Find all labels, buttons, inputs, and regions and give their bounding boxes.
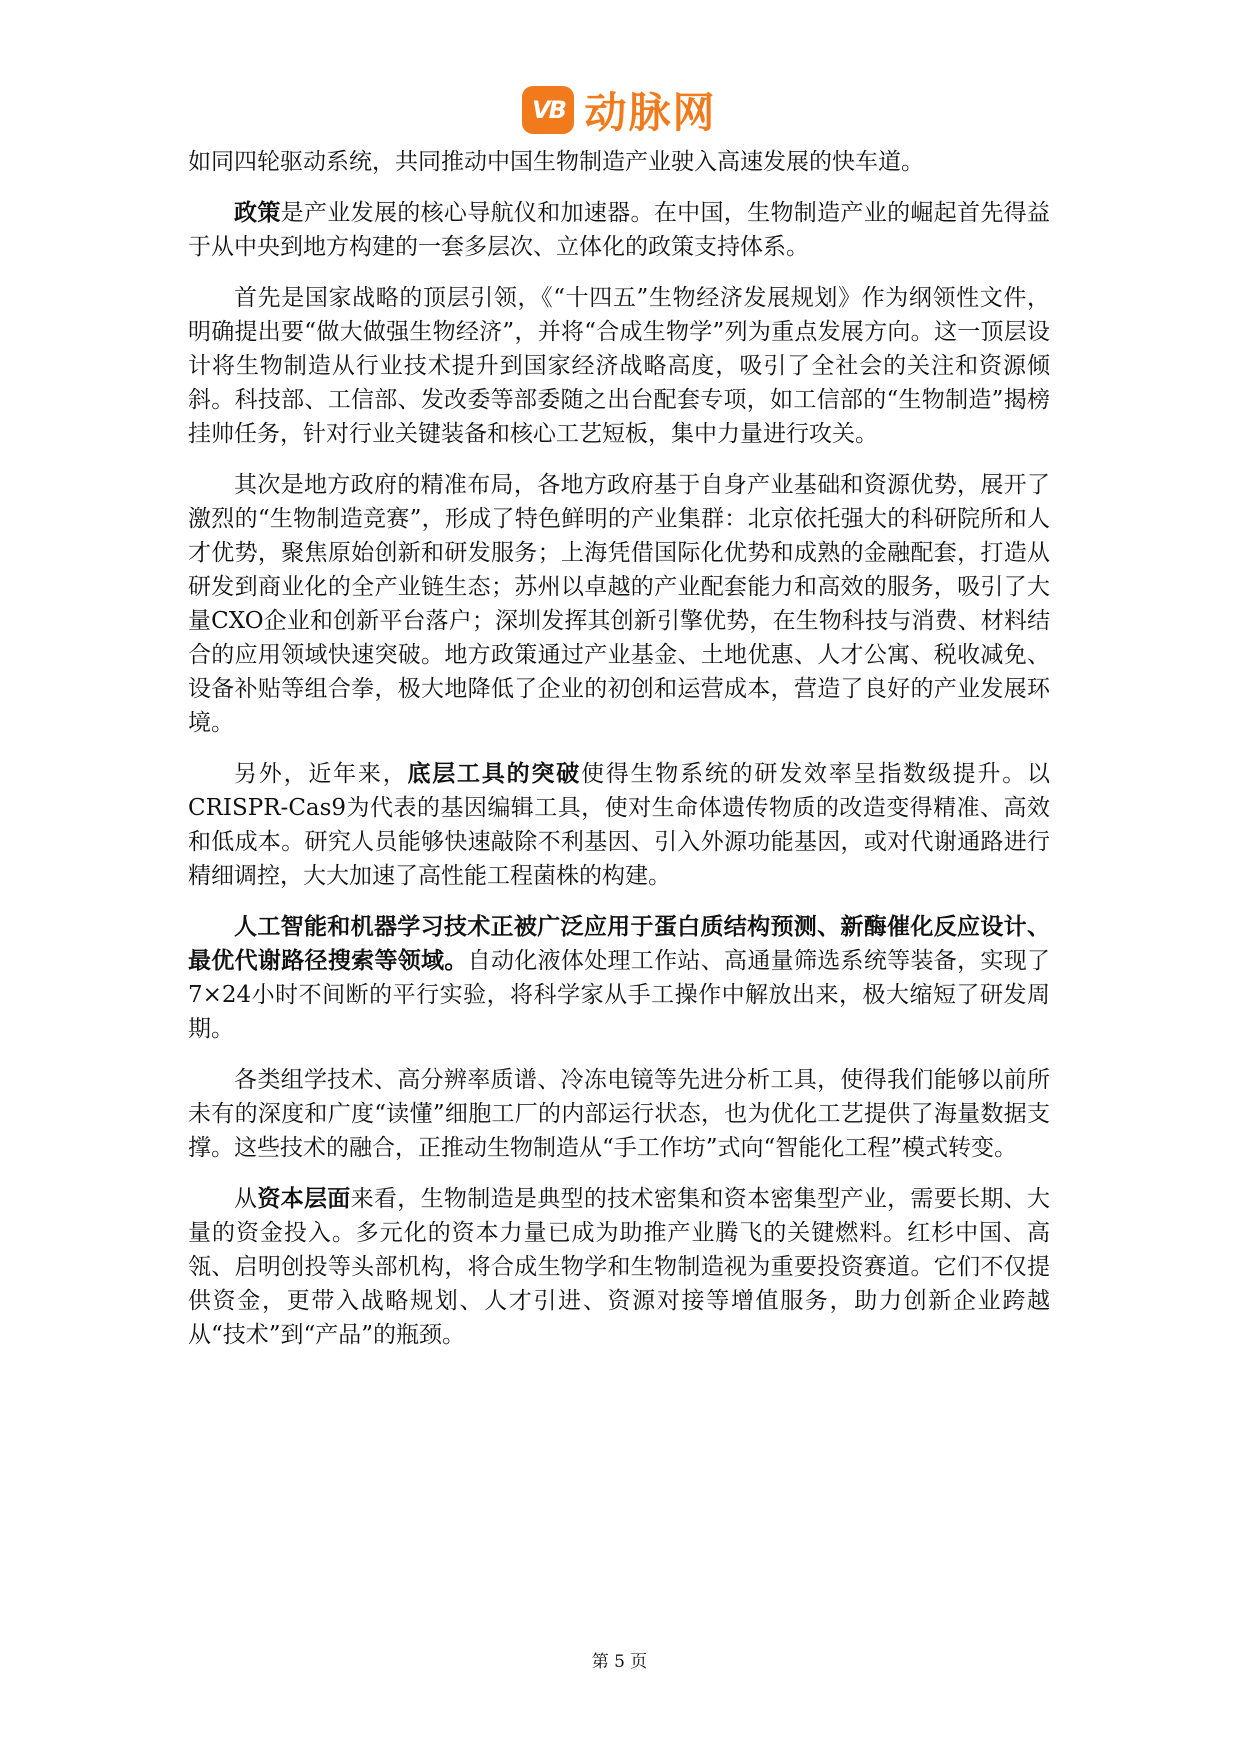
- document-body: [188, 145, 1050, 1369]
- paragraph-text: 是产业发展的核心导航仪和加速器。在中国，生物制造产业的崛起首先得益于从中央到地方构建的一套多层次、立体化的政策支持体系。: [188, 200, 1051, 260]
- paragraph-text: 来看，生物制造是典型的技术密集和资本密集型产业，需要长期、大量的资金投入。多元化的资本力量已成为助推产业腾飞的关键燃料。红杉中国、高瓴、启明创投等头部机构，将合成生物学和生物制造视为重要投资赛道。它们不仅提供资金，更带入战略规划、人才引进、资源对接等增值服务，助力创新企业跨越从“技术”到“产品”的瓶颈。: [188, 1186, 1051, 1348]
- paragraph-text: 如同四轮驱动系统，共同推动中国生物制造产业驶入高速发展的快车道。: [188, 149, 924, 175]
- paragraph-policy: [188, 196, 1050, 264]
- paragraph-text: 其次是地方政府的精准布局，各地方政府基于自身产业基础和资源优势，展开了激烈的“生物制造竞赛”，形成了特色鲜明的产业集群：北京依托强大的科研院所和人才优势，聚焦原始创新和研发服务；上海凭借国际化优势和成熟的金融配套，打造从研发到商业化的全产业链生态；苏州以卓越的产业配套能力和高效的服务，吸引了大量CXO企业和创新平台落户；深圳发挥其创新引擎优势，在生物科技与消费、材料结合的应用领域快速突破。地方政策通过产业基金、土地优惠、人才公寓、税收减免、设备补贴等组合拳，极大地降低了企业的初创和运营成本，营造了良好的产业发展环境。: [188, 472, 1050, 736]
- brand-logo-icon: VB: [522, 86, 574, 134]
- brand-name: 动脉网: [584, 88, 717, 137]
- paragraph-text: 自动化液体处理工作站、高通量筛选系统等装备，实现了7×24小时不间断的平行实验，将科学家从手工操作中解放出来，极大缩短了研发周期。: [188, 948, 1051, 1042]
- paragraph-ai: [188, 910, 1050, 1046]
- paragraph-omics: [188, 1063, 1050, 1165]
- paragraph-text: 各类组学技术、高分辨率质谱、冷冻电镜等先进分析工具，使得我们能够以前所未有的深度和广度“读懂”细胞工厂的内部运行状态，也为优化工艺提供了海量数据支撑。这些技术的融合，正推动生物制造从“手工作坊”式向“智能化工程”模式转变。: [188, 1067, 1050, 1161]
- paragraph-national-strategy: [188, 281, 1050, 451]
- paragraph-tools: [188, 757, 1050, 893]
- paragraph-local-government: [188, 468, 1050, 740]
- paragraph-capital: [188, 1182, 1050, 1352]
- bold-keyword: 政策: [234, 199, 281, 226]
- paragraph-continuation: [188, 145, 1050, 179]
- bold-keyword: 人工智能和机器学习技术正被广泛应用于蛋白质结构预测、新酶催化反应设计、最优代谢路径搜索等领域。: [188, 913, 1050, 974]
- page-number: 第 5 页: [591, 1652, 648, 1672]
- paragraph-text: 使得生物系统的研发效率呈指数级提升。以CRISPR-Cas9为代表的基因编辑工具，使对生命体遗传物质的改造变得精准、高效和低成本。研究人员能够快速敲除不利基因、引入外源功能基因，或对代谢通路进行精细调控，大大加速了高性能工程菌株的构建。: [188, 761, 1050, 889]
- paragraph-text: 另外，近年来，: [234, 761, 408, 787]
- bold-keyword: 底层工具的突破: [407, 760, 581, 787]
- page-header: [0, 82, 1239, 138]
- paragraph-text: 从: [234, 1186, 258, 1212]
- paragraph-text: 首先是国家战略的顶层引领，《“十四五”生物经济发展规划》作为纲领性文件，明确提出要“做大做强生物经济”，并将“合成生物学”列为重点发展方向。这一顶层设计将生物制造从行业技术提升到国家经济战略高度，吸引了全社会的关注和资源倾斜。科技部、工信部、发改委等部委随之出台配套专项，如工信部的“生物制造”揭榜挂帅任务，针对行业关键装备和核心工艺短板，集中力量进行攻关。: [188, 285, 1050, 447]
- bold-keyword: 资本层面: [257, 1185, 351, 1212]
